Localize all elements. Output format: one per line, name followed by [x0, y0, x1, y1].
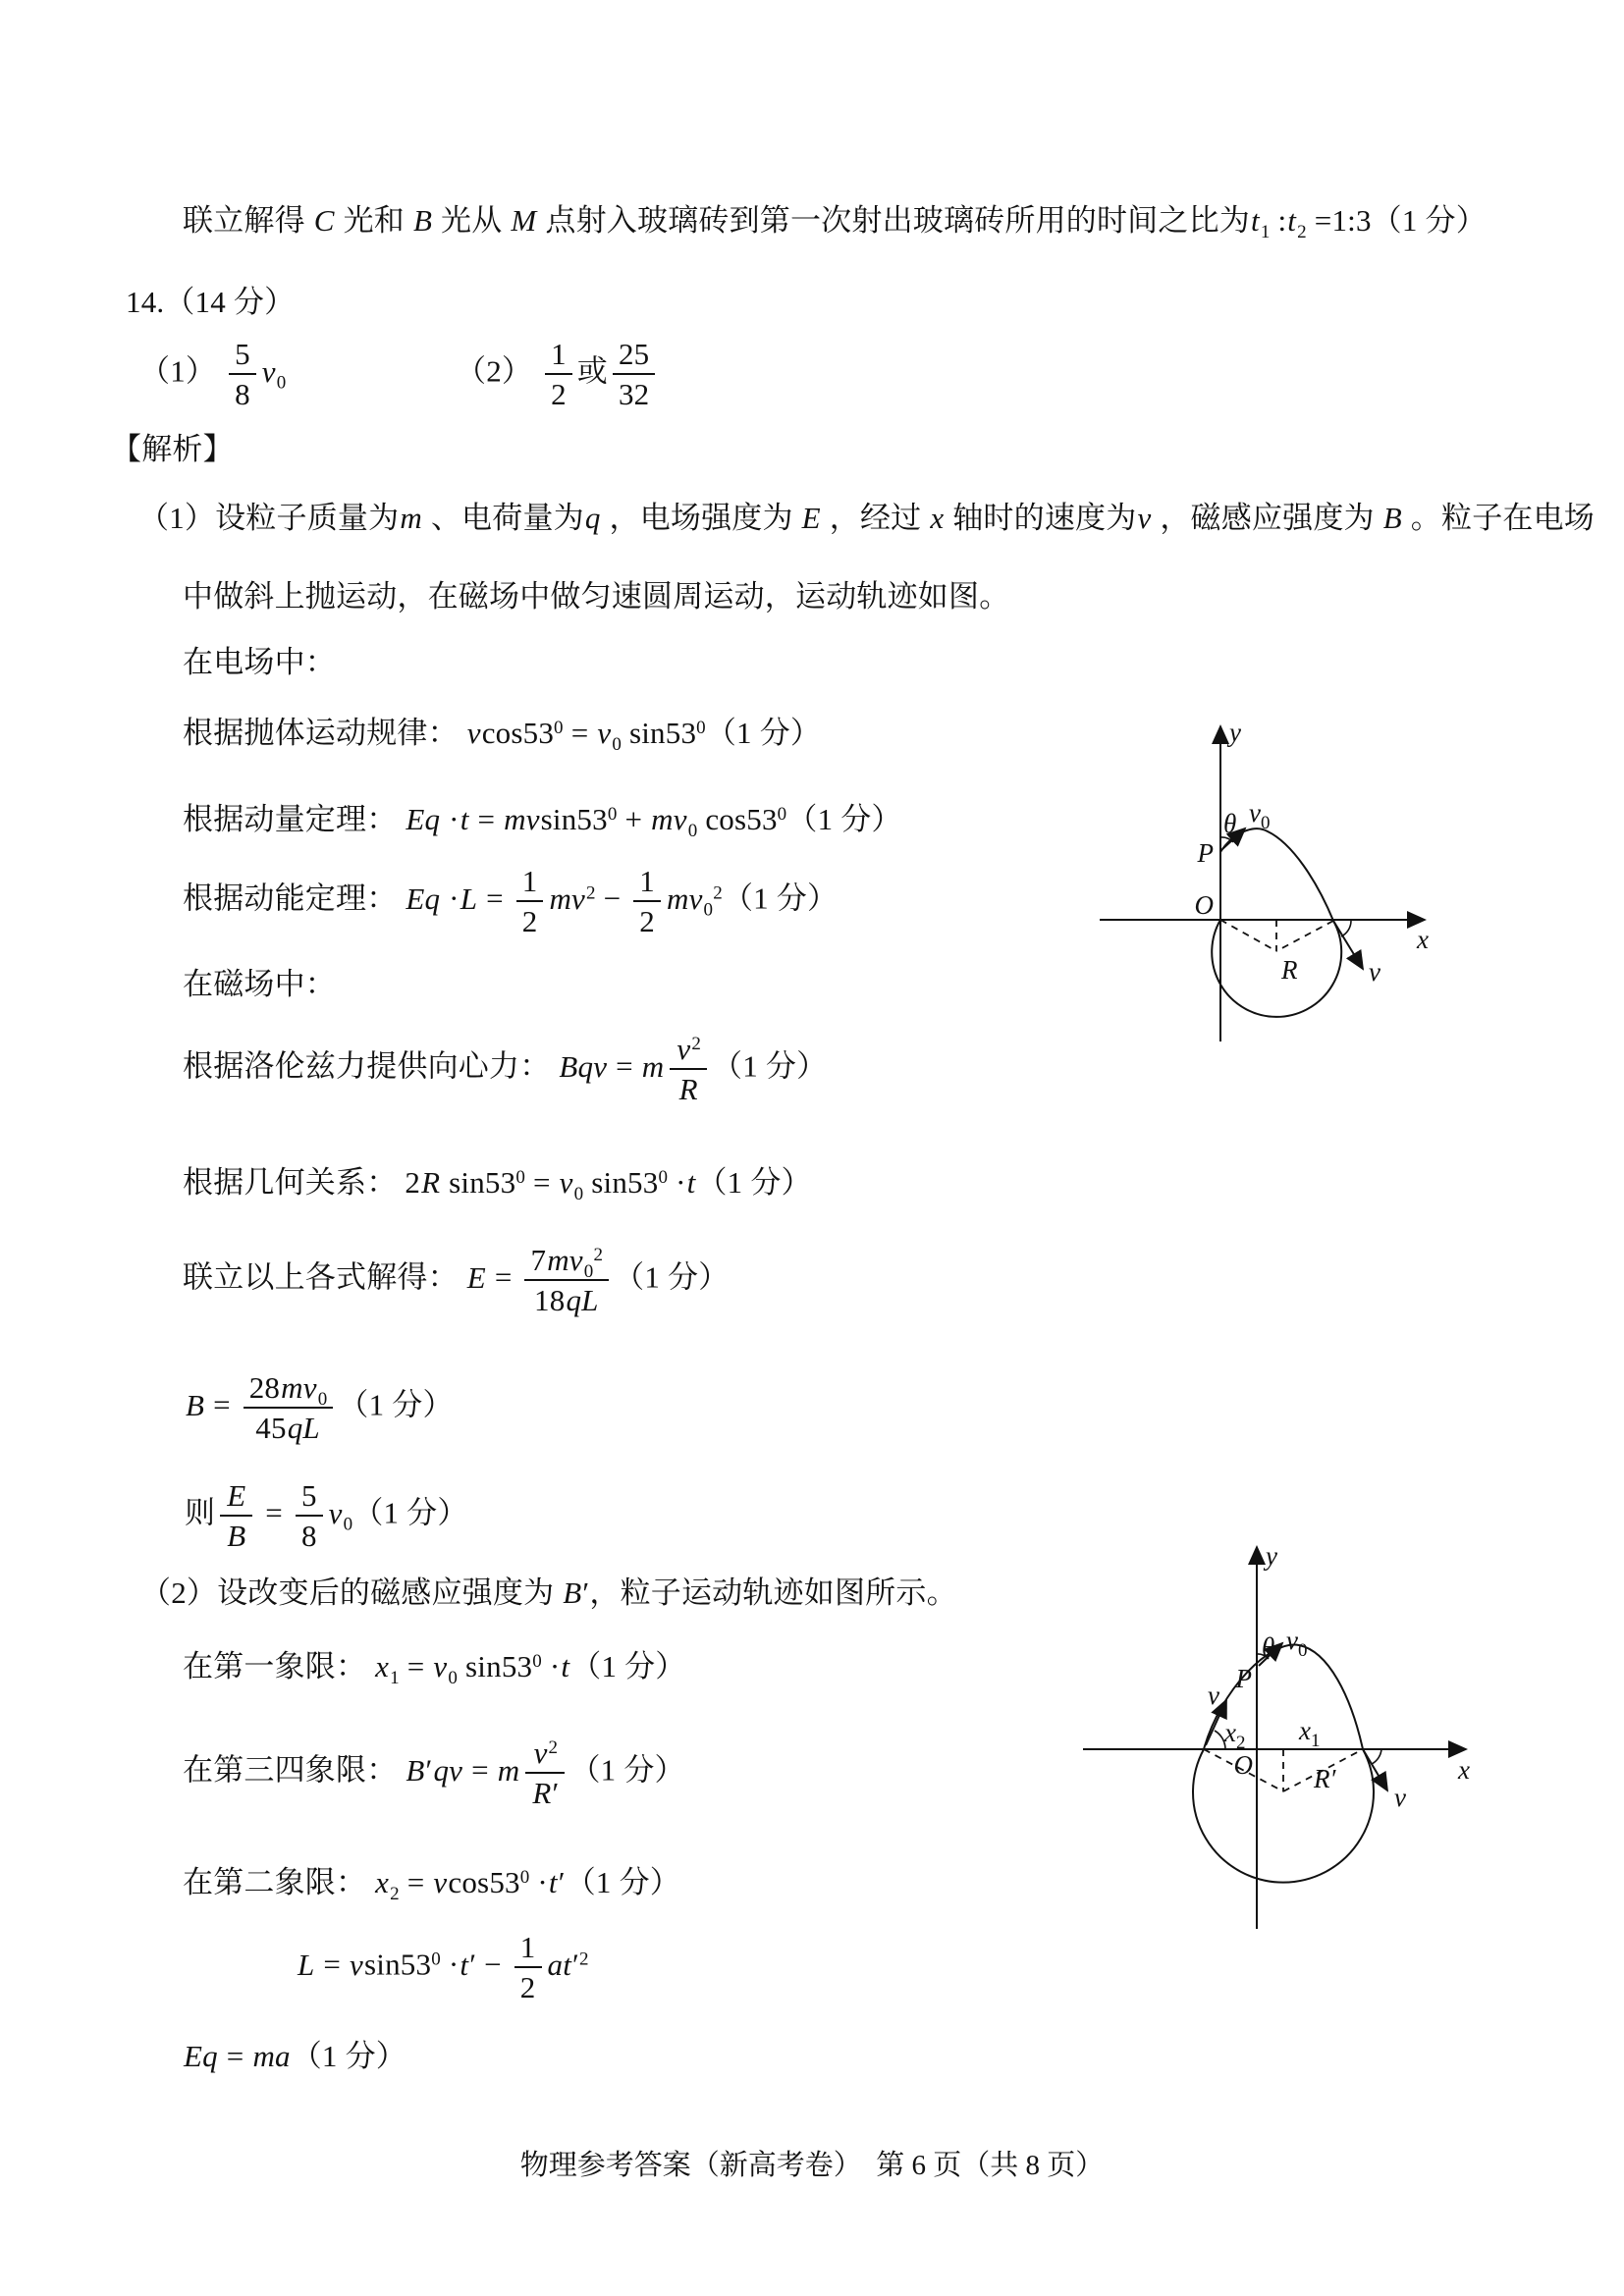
theta-label: θ [1262, 1632, 1275, 1662]
parabolic-trajectory [1220, 828, 1333, 921]
formula-quadrant34: 在第三四象限： B′qv = m $\frac{v^2}{R'}$ （1 分） [183, 1735, 685, 1811]
formula-vertical-displacement: $L = vsin53^0 \cdot t'$ − $\frac{1}{2}$ $at'^2$ [298, 1930, 589, 2005]
x1-label: $x_1$ [1299, 1716, 1321, 1751]
v-velocity-arrow [1333, 921, 1363, 969]
part1-setup-line2: 中做斜上抛运动，在磁场中做匀速圆周运动，运动轨迹如图。 [183, 579, 1010, 614]
formula-EB-ratio: 则 $\frac{E}{B}$ = $\frac{5}{8}$ $v_0(1$ 分） [185, 1478, 468, 1554]
x-axis-label: x [1417, 925, 1429, 954]
question-14-header: 14.（14 分） [126, 285, 296, 319]
formula-newton-second-law: Eq = ma（1 分） [184, 2039, 406, 2073]
efield-section-label: 在电场中： [183, 645, 336, 679]
v-lower-label: v [1394, 1783, 1406, 1812]
formula-work-energy-theorem: 根据动能定理： Eq ·L = $\frac{1}{2}$ $mv^2$ − $\frac{1}{2}$ $mv_0^2(1$ 分） [183, 864, 839, 939]
v-lower-velocity-arrow [1363, 1749, 1387, 1790]
formula-solve-E: 联立以上各式解得： E = $\frac{7mv_0^2}{18qL}$ （1 分） [183, 1243, 730, 1318]
theta-label: θ [1223, 809, 1237, 838]
figure-trajectory-part2 [1075, 1531, 1497, 1968]
x-axis-label: x [1458, 1755, 1470, 1785]
radius-dashed-lines [1220, 920, 1333, 951]
analysis-header: 【解析】 [111, 432, 234, 466]
point-p-label: P [1197, 838, 1214, 868]
part1-setup-line1: （1）设粒子质量为m 、电荷量为q ，电场强度为 E ，经过 x 轴时的速度为v ，磁感应强度为 B 。粒子在电场 [138, 501, 1596, 535]
v-label: v [1369, 957, 1380, 987]
radius-label: R [1281, 955, 1298, 985]
x2-label: $x_2$ [1224, 1718, 1246, 1753]
radius-dashed-lines [1204, 1749, 1363, 1791]
answer-part2: （2） $\frac{1}{2}$ 或 $\frac{25}{32}$ [456, 337, 660, 412]
time-ratio-conclusion: 联立解得 C 光和 B 光从 M 点射入玻璃砖到第一次射出玻璃砖所用的时间之比为$t_1$ $:t_2$ =1:3（1 分） [183, 203, 1487, 242]
formula-lorentz-force: 根据洛伦兹力提供向心力： Bqv = m $\frac{v^2}{R}$ （1 分） [183, 1032, 828, 1107]
v0-label: $v_0$ [1249, 798, 1271, 833]
origin-label: O [1194, 890, 1214, 920]
r-prime-label: R′ [1314, 1764, 1336, 1793]
answer-part1: （1） $\frac{5}{8}$ $v_0$ [139, 337, 287, 412]
formula-projectile-law: 根据抛体运动规律： $vcos53^0 = v_0$ $\sin 53^0(1$ 分） [183, 716, 822, 755]
part2-setup-line: （2）设改变后的磁感应强度为 B′，粒子运动轨迹如图所示。 [140, 1575, 957, 1610]
v-upper-label: v [1208, 1681, 1219, 1710]
formula-solve-B: B = $\frac{28mv_0}{45qL}$ （1 分） [186, 1370, 454, 1446]
formula-quadrant1: 在第一象限： $x_1 = v_0$ $\sin 53^0 \cdot t(1$ 分） [183, 1649, 686, 1688]
bfield-section-label: 在磁场中： [183, 967, 336, 1001]
formula-quadrant2: 在第二象限： $x_2 = vcos53^0 \cdot t'(1$ 分） [183, 1865, 680, 1904]
page-footer: 物理参考答案（新高考卷） 第 6 页（共 8 页） [519, 2150, 1105, 2181]
right-crossing-angle-arc [1372, 1749, 1381, 1764]
figure-trajectory-part1 [1075, 700, 1458, 1058]
y-axis-label: y [1229, 718, 1241, 747]
v0-label: $v_0$ [1286, 1626, 1308, 1661]
formula-momentum-theorem: 根据动量定理： $Eq \cdot t = mvsin53^0 + mv_0$ $\cos 53^0(1$ 分） [183, 802, 902, 841]
origin-label: O [1233, 1750, 1253, 1780]
formula-geometry-relation: 根据几何关系： 2R $\sin 53^0 = v_0$ $\sin 53^0 \cdot t(1$ 分） [183, 1165, 812, 1204]
circular-trajectory [1193, 1749, 1374, 1883]
exit-angle-arc [1341, 921, 1351, 936]
y-axis-label: y [1266, 1541, 1277, 1571]
point-p-label: P [1235, 1664, 1252, 1693]
